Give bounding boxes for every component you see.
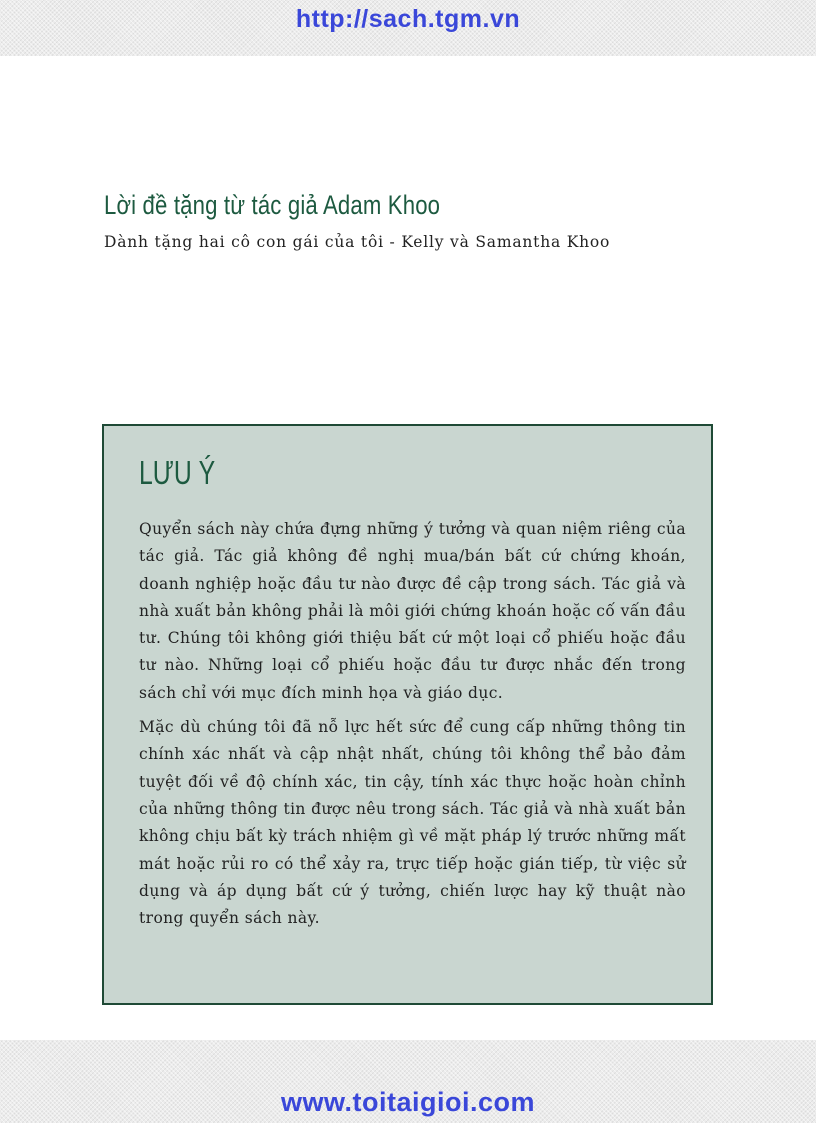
dedication-text: Dành tặng hai cô con gái của tôi - Kelly và Samantha Khoo	[104, 233, 611, 251]
notice-title: LƯU Ý	[139, 454, 216, 491]
dedication-title: Lời đề tặng từ tác giả Adam Khoo	[104, 190, 441, 220]
notice-body	[139, 516, 686, 939]
header-url-link[interactable]: http://sach.tgm.vn	[295, 5, 521, 33]
footer-url-link[interactable]: www.toitaigioi.com	[280, 1087, 535, 1117]
notice-box	[102, 424, 713, 1005]
notice-paragraph-1: Quyển sách này chứa đựng những ý tưởng và quan niệm riêng của tác giả. Tác giả không đề nghị mua/bán bất cứ chứng khoán, doanh nghiệp hoặc đầu tư nào được đề cập trong sách. Tác giả và nhà xuất bản không phải là môi giới chứng khoán hoặc cố vấn đầu tư. Chúng tôi không giới thiệu bất cứ một loại cổ phiếu hoặc đầu tư nào. Những loại cổ phiếu hoặc đầu tư được nhắc đến trong sách chỉ với mục đích minh họa và giáo dục.	[139, 520, 686, 702]
header-band	[0, 0, 816, 56]
notice-paragraph-2: Mặc dù chúng tôi đã nỗ lực hết sức để cung cấp những thông tin chính xác nhất và cập nhật nhất, chúng tôi không thể bảo đảm tuyệt đối về độ chính xác, tin cậy, tính xác thực hoặc hoàn chỉnh của những thông tin được nêu trong sách. Tác giả và nhà xuất bản không chịu bất kỳ trách nhiệm gì về mặt pháp lý trước những mất mát hoặc rủi ro có thể xảy ra, trực tiếp hoặc gián tiếp, từ việc sử dụng và áp dụng bất cứ ý tưởng, chiến lược hay kỹ thuật nào trong quyển sách này.	[139, 718, 686, 928]
footer-band	[0, 1040, 816, 1123]
